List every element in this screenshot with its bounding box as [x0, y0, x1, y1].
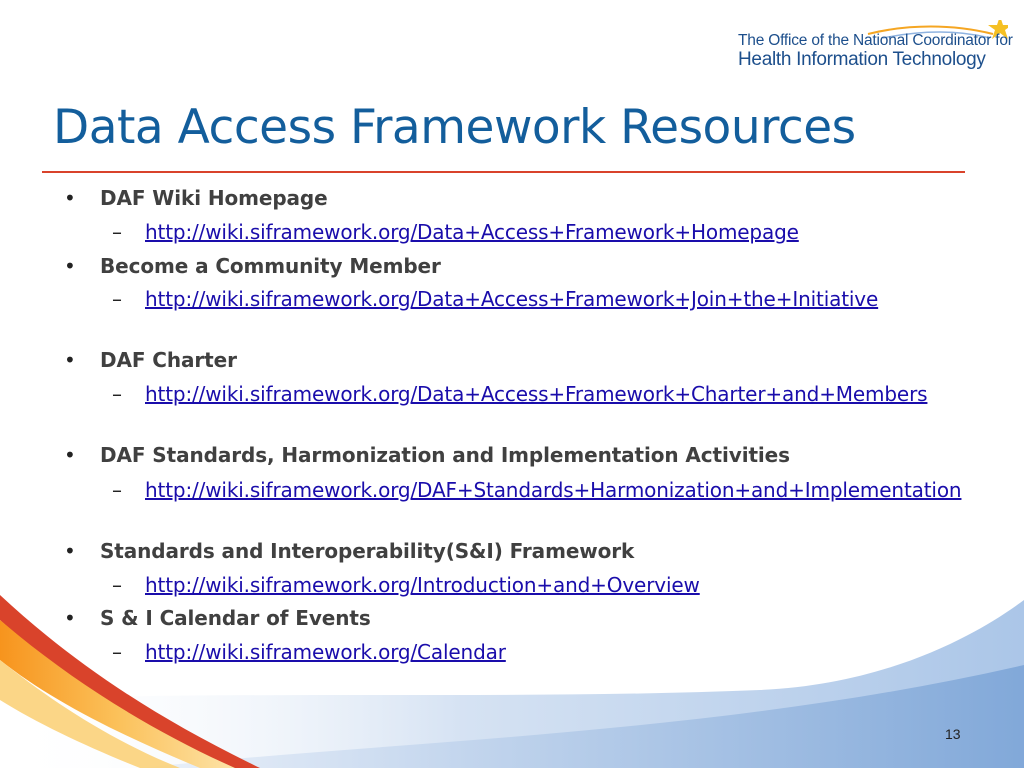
dash-icon: – [112, 573, 122, 597]
dash-icon: – [112, 287, 122, 311]
dash-icon: – [112, 382, 122, 406]
bullet-icon: • [64, 348, 76, 372]
bullet-text: Standards and Interoperability(S&I) Framework [100, 539, 635, 563]
bullet-text: DAF Charter [100, 348, 237, 372]
dash-icon: – [112, 478, 122, 502]
page-number: 13 [945, 726, 961, 742]
resource-link[interactable]: http://wiki.siframework.org/DAF+Standards+Harmonization+and+Implementation [145, 478, 962, 502]
slide-title: Data Access Framework Resources [53, 100, 856, 155]
resource-link[interactable]: http://wiki.siframework.org/Data+Access+Framework+Join+the+Initiative [145, 287, 879, 311]
bullet-text: DAF Standards, Harmonization and Implementation Activities [100, 443, 790, 467]
bullet-text: Become a Community Member [100, 254, 441, 278]
logo-line-1: The Office of the National Coordinator for [738, 32, 1013, 49]
bullet-icon: • [64, 606, 76, 630]
resource-link[interactable]: http://wiki.siframework.org/Calendar [145, 640, 506, 664]
bullet-icon: • [64, 539, 76, 563]
bullet-icon: • [64, 186, 76, 210]
resource-link[interactable]: http://wiki.siframework.org/Introduction+and+Overview [145, 573, 700, 597]
bullet-icon: • [64, 254, 76, 278]
bullet-icon: • [64, 443, 76, 467]
resource-link[interactable]: http://wiki.siframework.org/Data+Access+Framework+Charter+and+Members [145, 382, 928, 406]
bullet-text: S & I Calendar of Events [100, 606, 371, 630]
resource-link[interactable]: http://wiki.siframework.org/Data+Access+Framework+Homepage [145, 220, 799, 244]
bullet-text: DAF Wiki Homepage [100, 186, 328, 210]
dash-icon: – [112, 220, 122, 244]
dash-icon: – [112, 640, 122, 664]
logo-line-2: Health Information Technology [738, 49, 986, 70]
